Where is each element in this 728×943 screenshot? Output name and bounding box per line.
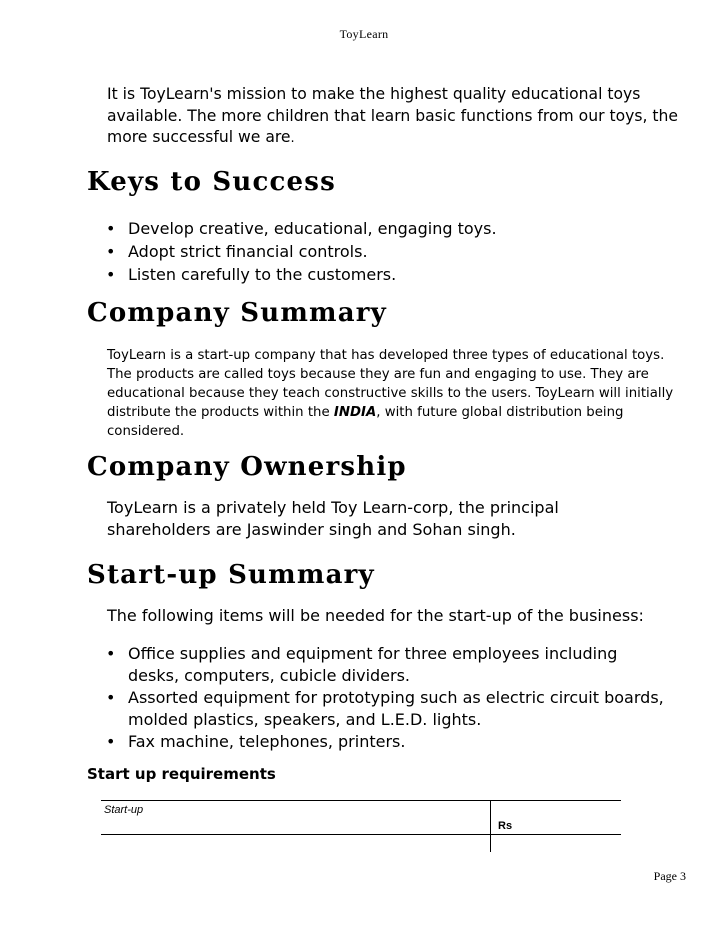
table-column-rule (490, 800, 491, 852)
table-row-rule (101, 834, 621, 835)
bullet-icon: • (106, 644, 116, 663)
bullet-icon: • (106, 242, 116, 261)
list-item-text: Adopt strict financial controls. (128, 242, 368, 261)
list-item (106, 263, 666, 286)
company-ownership-heading: Company Ownership (87, 452, 407, 482)
bullet-icon: • (106, 219, 116, 238)
company-summary-text-end: , with future global distribution being considered. (107, 405, 624, 439)
list-item-text: Office supplies and equipment for three employees including desks, computers, cubicle dividers. (128, 644, 618, 685)
keys-to-success-heading: Keys to Success (87, 167, 336, 197)
mission-paragraph (107, 84, 697, 150)
list-item (106, 240, 666, 263)
list-item-text: Fax machine, telephones, printers. (128, 732, 406, 751)
company-summary-heading: Company Summary (87, 298, 387, 328)
list-item (106, 687, 666, 731)
mission-text: It is ToyLearn's mission to make the highest quality educational toys available. The more children that learn basic functions from our toys, the more successful we are (107, 85, 678, 146)
table-row-label: Start-up (104, 804, 144, 816)
bullet-icon: • (106, 732, 116, 751)
mission-period: . (290, 131, 295, 146)
list-item (106, 643, 666, 687)
startup-items-list (106, 643, 666, 753)
country-emphasis: INDIA (333, 405, 377, 420)
startup-requirements-table (101, 800, 621, 852)
company-ownership-paragraph: ToyLearn is a privately held Toy Learn-corp, the principal shareholders are Jaswinder singh and Sohan singh. (107, 498, 559, 539)
page-header: ToyLearn (339, 27, 389, 41)
list-item-text: Assorted equipment for prototyping such as electric circuit boards, molded plastics, speakers, and L.E.D. lights. (128, 688, 664, 729)
list-item (106, 217, 666, 240)
company-summary-text: ToyLearn is a start-up company that has developed three types of educational toys. The products are called toys because they are fun and engaging to use. They are educational because they teach constructive skills to the users. ToyLearn will initially distribute the products within the (107, 348, 674, 420)
startup-requirements-heading: Start up requirements (87, 765, 276, 783)
table-currency-header: Rs (498, 820, 513, 832)
table-top-rule (101, 800, 621, 801)
startup-summary-heading: Start-up Summary (87, 560, 375, 590)
keys-to-success-list (106, 217, 666, 286)
startup-summary-intro: The following items will be needed for the start-up of the business: (107, 606, 644, 625)
company-summary-paragraph (107, 346, 687, 441)
list-item-text: Develop creative, educational, engaging toys. (128, 219, 497, 238)
page-number: Page 3 (653, 869, 686, 883)
bullet-icon: • (106, 265, 116, 284)
bullet-icon: • (106, 688, 116, 707)
list-item-text: Listen carefully to the customers. (128, 265, 397, 284)
list-item (106, 731, 666, 753)
